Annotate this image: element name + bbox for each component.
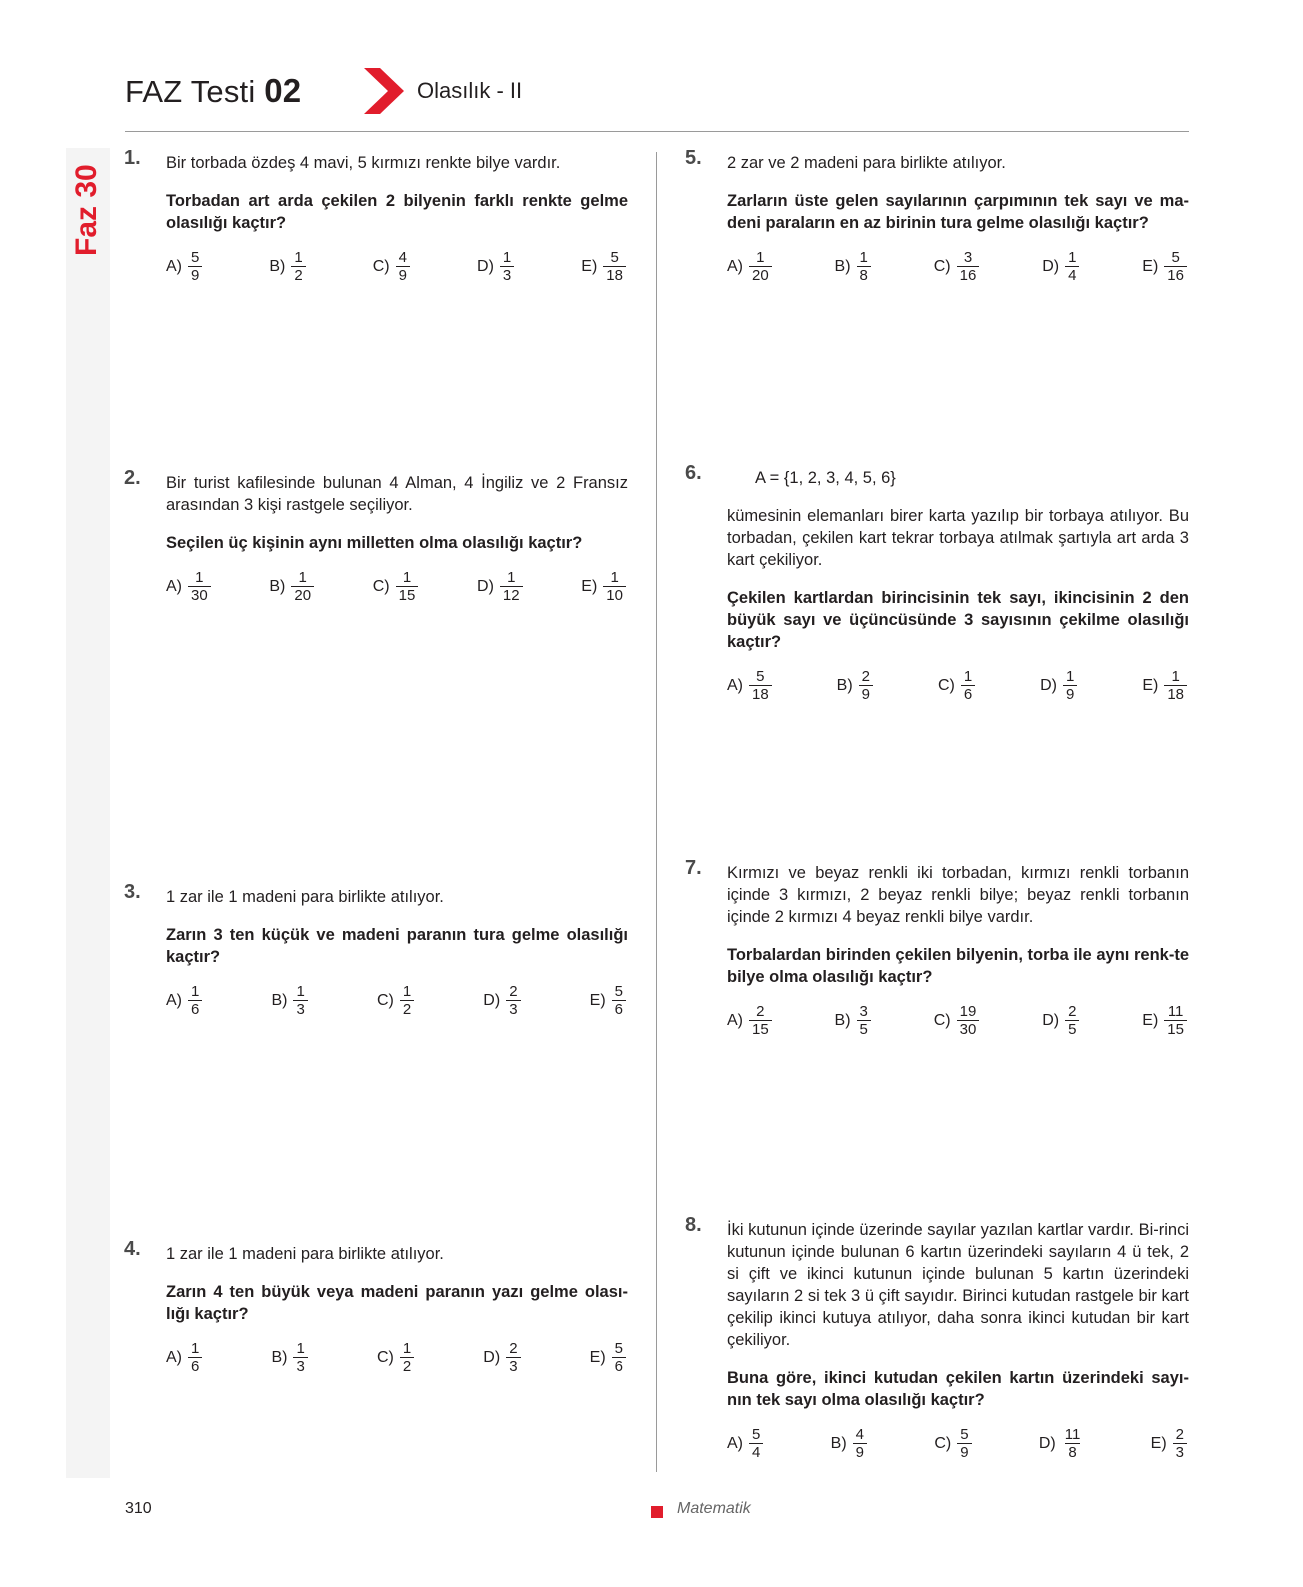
header-divider	[125, 131, 1189, 132]
denominator: 10	[603, 586, 626, 604]
denominator: 6	[612, 1000, 626, 1018]
question-intro: Bir turist kafilesinde bulunan 4 Alman, 4 İngiliz ve 2 Fransız arasından 3 kişi rastgele seçiliyor.	[166, 474, 628, 514]
fraction	[506, 1341, 520, 1375]
answer-option[interactable]	[934, 1427, 971, 1461]
answer-option[interactable]	[1040, 669, 1077, 703]
answer-option[interactable]	[727, 250, 772, 284]
question-intro: Kırmızı ve beyaz renkli iki torbadan, kırmızı renkli torbanın içinde 3 kırmızı, 2 beyaz renkli bilye; beyaz renkli torbanın içinde 2 kırmızı 4 beyaz renkli bilye vardır.	[727, 864, 1189, 926]
numerator: 1	[402, 569, 412, 586]
denominator: 18	[603, 266, 626, 284]
fraction	[293, 1341, 307, 1375]
fraction	[749, 669, 772, 703]
numerator: 1	[1171, 668, 1180, 685]
fraction	[957, 250, 980, 284]
option-letter: B)	[269, 578, 286, 595]
denominator: 3	[506, 1000, 520, 1018]
numerator: 1	[298, 569, 307, 586]
answer-option[interactable]	[271, 984, 307, 1018]
answer-option[interactable]	[1042, 250, 1079, 284]
question-stem: Seçilen üç kişinin aynı milletten olma olasılığı kaçtır?	[166, 534, 583, 552]
fraction	[188, 570, 211, 604]
denominator: 9	[1063, 685, 1077, 703]
answer-option[interactable]	[831, 1427, 867, 1461]
denominator: 20	[291, 586, 314, 604]
fraction	[500, 570, 523, 604]
answer-option[interactable]	[166, 984, 202, 1018]
numerator: 2	[1175, 1426, 1184, 1443]
question-7	[685, 857, 1189, 1038]
question-number: 8.	[685, 1214, 702, 1236]
numerator: 1	[191, 1340, 200, 1357]
answer-option[interactable]	[1142, 669, 1187, 703]
option-letter: D)	[1038, 1435, 1056, 1452]
answer-option[interactable]	[483, 984, 520, 1018]
denominator: 9	[957, 1443, 971, 1461]
denominator: 12	[500, 586, 523, 604]
question-stem: Zarların üste gelen sayılarının çarpımının tek sayı ve ma-deni paraların en az birinin tura gelme olasılığı kaçtır?	[727, 192, 1189, 232]
numerator: 5	[756, 668, 765, 685]
numerator: 5	[960, 1426, 969, 1443]
answer-option[interactable]	[1151, 1427, 1187, 1461]
denominator: 16	[957, 266, 980, 284]
numerator: 5	[191, 249, 200, 266]
numerator: 1	[610, 569, 619, 586]
numerator: 4	[398, 249, 407, 266]
option-letter: E)	[589, 992, 606, 1009]
denominator: 6	[961, 685, 975, 703]
fraction	[857, 250, 871, 284]
numerator: 5	[614, 983, 623, 1000]
fraction	[1164, 669, 1187, 703]
numerator: 5	[1171, 249, 1180, 266]
faz-30-logo	[66, 148, 110, 258]
answer-option[interactable]	[477, 570, 523, 604]
fraction	[291, 570, 314, 604]
answer-option[interactable]	[483, 1341, 520, 1375]
fraction	[749, 250, 772, 284]
denominator: 3	[500, 266, 514, 284]
numerator: 1	[859, 249, 868, 266]
denominator: 16	[1164, 266, 1187, 284]
numerator: 1	[1066, 668, 1075, 685]
fraction	[396, 250, 410, 284]
answer-choices	[727, 1004, 1189, 1038]
option-letter: A)	[727, 1012, 743, 1029]
question-number: 5.	[685, 147, 702, 169]
numerator: 1	[502, 249, 512, 266]
denominator: 8	[1065, 1443, 1079, 1461]
numerator: 11	[1064, 1426, 1081, 1443]
option-letter: D)	[1040, 677, 1058, 694]
answer-option[interactable]	[1039, 1427, 1083, 1461]
question-stem: Çekilen kartlardan birincisinin tek sayı, ikincisinin 2 den büyük sayı ve üçüncüsünde 3 sayısının çekilme olasılığı kaçtır?	[727, 589, 1189, 651]
option-letter: C)	[933, 258, 951, 275]
question-number: 7.	[685, 857, 702, 879]
option-letter: A)	[166, 992, 182, 1009]
denominator: 15	[396, 586, 419, 604]
answer-choices	[166, 984, 628, 1018]
answer-option[interactable]	[934, 1004, 980, 1038]
fraction	[188, 1341, 202, 1375]
option-letter: D)	[477, 258, 494, 275]
option-letter: E)	[589, 1349, 606, 1366]
question-number: 3.	[124, 881, 141, 903]
question-number: 6.	[685, 462, 702, 484]
denominator: 4	[1065, 266, 1079, 284]
answer-option[interactable]	[269, 570, 314, 604]
option-letter: B)	[269, 258, 286, 275]
option-letter: C)	[933, 1012, 951, 1029]
answer-option[interactable]	[727, 1004, 772, 1038]
fraction	[1164, 250, 1187, 284]
option-letter: D)	[477, 578, 494, 595]
question-6	[685, 462, 1189, 703]
answer-option[interactable]	[1142, 250, 1187, 284]
answer-option[interactable]	[835, 250, 871, 284]
numerator: 1	[402, 983, 412, 1000]
answer-choices	[166, 250, 628, 284]
option-letter: C)	[376, 1349, 394, 1366]
question-intro: Bir torbada özdeş 4 mavi, 5 kırmızı renkte bilye vardır.	[166, 154, 561, 172]
denominator: 9	[853, 1443, 867, 1461]
chevron-right-icon	[364, 68, 404, 114]
numerator: 19	[959, 1003, 977, 1020]
option-letter: E)	[1150, 1435, 1167, 1452]
option-letter: C)	[934, 1435, 952, 1452]
option-letter: E)	[581, 578, 598, 595]
question-1	[124, 147, 628, 284]
numerator: 1	[756, 249, 765, 266]
numerator: 1	[507, 569, 516, 586]
answer-choices	[727, 250, 1189, 284]
question-stem: Torbalardan birinden çekilen bilyenin, torba ile aynı renk-te bilye olma olasılığı kaçtır?	[727, 946, 1189, 986]
fraction	[1065, 250, 1079, 284]
numerator: 2	[756, 1003, 765, 1020]
denominator: 30	[957, 1020, 980, 1038]
footer-square-icon	[651, 1506, 663, 1518]
fraction	[188, 984, 202, 1018]
option-letter: B)	[834, 1012, 851, 1029]
numerator: 5	[610, 249, 619, 266]
numerator: 2	[509, 983, 518, 1000]
question-3	[124, 881, 628, 1018]
denominator: 3	[293, 1357, 307, 1375]
option-letter: B)	[271, 992, 288, 1009]
question-intro: 2 zar ve 2 madeni para birlikte atılıyor.	[727, 154, 1006, 172]
answer-option[interactable]	[477, 250, 514, 284]
fraction	[400, 1341, 414, 1375]
page-subtitle: Olasılık - II	[417, 78, 523, 103]
answer-option[interactable]	[1042, 1004, 1079, 1038]
option-letter: B)	[836, 677, 853, 694]
question-8	[685, 1214, 1189, 1461]
denominator: 8	[857, 266, 871, 284]
side-strip	[66, 148, 110, 1478]
numerator: 3	[859, 1003, 868, 1020]
question-stem: Zarın 3 ten küçük ve madeni paranın tura gelme olasılığı kaçtır?	[166, 926, 628, 966]
option-letter: B)	[271, 1349, 288, 1366]
option-letter: A)	[166, 578, 182, 595]
denominator: 2	[400, 1357, 414, 1375]
answer-option[interactable]	[166, 250, 202, 284]
numerator: 1	[294, 249, 303, 266]
answer-option[interactable]	[271, 1341, 307, 1375]
option-letter: A)	[727, 677, 743, 694]
fraction	[1173, 1427, 1187, 1461]
fraction	[961, 669, 975, 703]
fraction	[857, 1004, 871, 1038]
answer-option[interactable]	[377, 984, 414, 1018]
answer-option[interactable]	[590, 984, 626, 1018]
fraction	[506, 984, 520, 1018]
option-letter: C)	[372, 578, 390, 595]
denominator: 20	[749, 266, 772, 284]
answer-option[interactable]	[934, 250, 980, 284]
numerator: 4	[855, 1426, 864, 1443]
numerator: 1	[402, 1340, 412, 1357]
fraction	[957, 1427, 971, 1461]
answer-option[interactable]	[377, 1341, 414, 1375]
numerator: 2	[861, 668, 870, 685]
fraction	[612, 984, 626, 1018]
answer-option[interactable]	[373, 570, 419, 604]
denominator: 2	[400, 1000, 414, 1018]
question-intro: 1 zar ile 1 madeni para birlikte atılıyor.	[166, 888, 444, 906]
denominator: 6	[612, 1357, 626, 1375]
question-2	[124, 467, 628, 604]
denominator: 9	[396, 266, 410, 284]
option-letter: A)	[727, 258, 743, 275]
question-5	[685, 147, 1189, 284]
denominator: 3	[506, 1357, 520, 1375]
question-4	[124, 1238, 628, 1375]
denominator: 4	[749, 1443, 763, 1461]
fraction	[400, 984, 414, 1018]
option-letter: A)	[727, 1435, 743, 1452]
denominator: 6	[188, 1357, 202, 1375]
answer-choices	[727, 1427, 1189, 1461]
question-intro: İki kutunun içinde üzerinde sayılar yazılan kartlar vardır. Bi-rinci kutunun içinde bulunan 6 kartın üzerindeki sayıların 4 ü tek, 2 si çift ve ikinci kutunun içinde bulunan 5 kartın üzerindeki sayıların 2 si tek 3 ü çift sayıdır. Birinci kutudan rastgele bir kart çekilip ikinci kutuya atılıyor, daha sonra ikinci kutudan bir kart çekiliyor.	[727, 1221, 1189, 1349]
denominator: 2	[291, 266, 305, 284]
option-letter: D)	[483, 992, 501, 1009]
answer-option[interactable]	[590, 1341, 626, 1375]
set-definition: A = {1, 2, 3, 4, 5, 6}	[755, 469, 896, 487]
answer-option[interactable]	[166, 1341, 202, 1375]
fraction	[957, 1004, 980, 1038]
column-divider	[656, 152, 657, 1472]
numerator: 1	[195, 569, 204, 586]
title-number: 02	[264, 72, 302, 109]
answer-option[interactable]	[166, 570, 211, 604]
denominator: 5	[857, 1020, 871, 1038]
option-letter: E)	[1142, 677, 1159, 694]
question-number: 4.	[124, 1238, 141, 1260]
option-letter: C)	[372, 258, 390, 275]
fraction	[612, 1341, 626, 1375]
fraction	[859, 669, 873, 703]
option-letter: A)	[166, 258, 182, 275]
denominator: 9	[188, 266, 202, 284]
denominator: 3	[293, 1000, 307, 1018]
denominator: 18	[749, 685, 772, 703]
answer-option[interactable]	[581, 570, 626, 604]
answer-choices	[166, 570, 628, 604]
denominator: 5	[1065, 1020, 1079, 1038]
question-stem: Zarın 4 ten büyük veya madeni paranın yazı gelme olası-lığı kaçtır?	[166, 1283, 628, 1323]
answer-option[interactable]	[938, 669, 975, 703]
question-intro: 1 zar ile 1 madeni para birlikte atılıyor.	[166, 1245, 444, 1263]
option-letter: B)	[834, 258, 851, 275]
fraction	[396, 570, 419, 604]
svg-text:Faz 30: Faz 30	[69, 164, 103, 256]
answer-option[interactable]	[727, 1427, 763, 1461]
question-number: 2.	[124, 467, 141, 489]
option-letter: D)	[483, 1349, 501, 1366]
numerator: 1	[296, 983, 305, 1000]
option-letter: A)	[166, 1349, 182, 1366]
fraction	[1062, 1427, 1084, 1461]
answer-option[interactable]	[727, 669, 772, 703]
denominator: 9	[859, 685, 873, 703]
numerator: 1	[191, 983, 200, 1000]
option-letter: C)	[376, 992, 394, 1009]
denominator: 6	[188, 1000, 202, 1018]
denominator: 18	[1164, 685, 1187, 703]
fraction	[293, 984, 307, 1018]
answer-option[interactable]	[581, 250, 626, 284]
fraction	[1065, 1004, 1079, 1038]
footer-subject: Matematik	[677, 1500, 751, 1517]
numerator: 5	[752, 1426, 761, 1443]
title-prefix: FAZ Testi	[125, 74, 265, 109]
option-letter: E)	[1142, 1012, 1159, 1029]
answer-option[interactable]	[373, 250, 410, 284]
option-letter: E)	[1142, 258, 1159, 275]
question-stem: Torbadan art arda çekilen 2 bilyenin farklı renkte gelme olasılığı kaçtır?	[166, 192, 628, 232]
fraction	[853, 1427, 867, 1461]
fraction	[749, 1004, 772, 1038]
answer-option[interactable]	[837, 669, 873, 703]
option-letter: C)	[937, 677, 955, 694]
fraction	[1164, 1004, 1187, 1038]
fraction	[603, 570, 626, 604]
option-letter: D)	[1042, 258, 1060, 275]
numerator: 2	[509, 1340, 518, 1357]
denominator: 30	[188, 586, 211, 604]
denominator: 15	[749, 1020, 772, 1038]
fraction	[188, 250, 202, 284]
page-title	[125, 72, 301, 110]
page-number: 310	[125, 1500, 152, 1517]
numerator: 1	[963, 668, 973, 685]
option-letter: B)	[830, 1435, 847, 1452]
fraction	[1063, 669, 1077, 703]
answer-choices	[727, 669, 1189, 703]
denominator: 3	[1173, 1443, 1187, 1461]
numerator: 5	[614, 1340, 623, 1357]
numerator: 2	[1068, 1003, 1077, 1020]
numerator: 1	[1068, 249, 1077, 266]
denominator: 15	[1164, 1020, 1187, 1038]
question-stem: Buna göre, ikinci kutudan çekilen kartın üzerindeki sayı-nın tek sayı olma olasılığı kaçtır?	[727, 1369, 1189, 1409]
fraction	[291, 250, 305, 284]
fraction	[749, 1427, 763, 1461]
answer-option[interactable]	[835, 1004, 871, 1038]
option-letter: D)	[1042, 1012, 1060, 1029]
option-letter: E)	[581, 258, 598, 275]
answer-option[interactable]	[269, 250, 305, 284]
numerator: 11	[1167, 1003, 1184, 1020]
answer-choices	[166, 1341, 628, 1375]
fraction	[603, 250, 626, 284]
question-intro: kümesinin elemanları birer karta yazılıp bir torbaya atılıyor. Bu torbadan, çekilen kart tekrar torbaya atılmak şartıyla art arda 3 kart çekiliyor.	[727, 507, 1189, 569]
question-number: 1.	[124, 147, 141, 169]
answer-option[interactable]	[1142, 1004, 1187, 1038]
fraction	[500, 250, 514, 284]
numerator: 3	[963, 249, 973, 266]
numerator: 1	[296, 1340, 305, 1357]
